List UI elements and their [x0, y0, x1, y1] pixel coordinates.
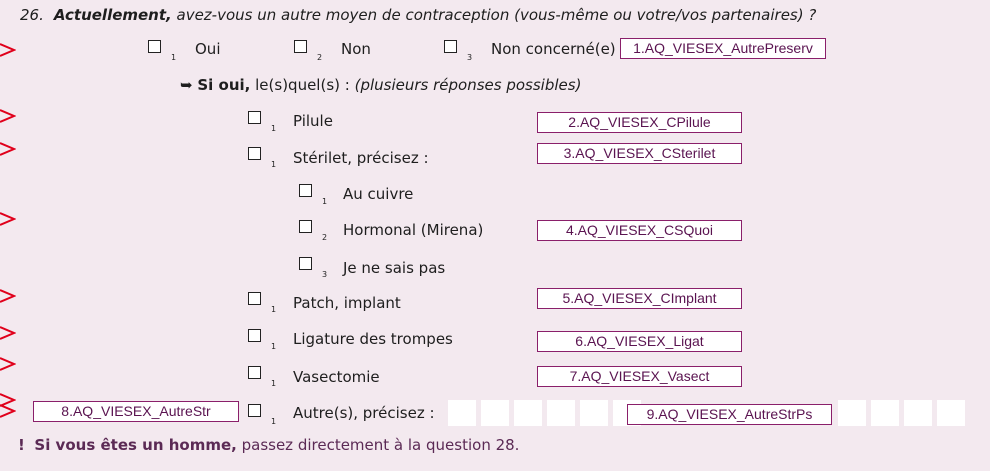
arrow-marker-icon [0, 288, 16, 304]
code-non-concerne: 3 [467, 53, 473, 62]
checkbox-pilule[interactable] [248, 111, 261, 124]
checkbox-nsp[interactable] [299, 257, 312, 270]
label-ligature: Ligature des trompes [293, 330, 453, 348]
code-ligature: 1 [271, 342, 277, 351]
label-hormonal: Hormonal (Mirena) [343, 221, 484, 239]
code-sterilet: 1 [271, 160, 277, 169]
text-cell[interactable] [871, 400, 899, 426]
variable-tag: 8.AQ_VIESEX_AutreStr [33, 401, 239, 422]
variable-tag: 9.AQ_VIESEX_AutreStrPs [627, 404, 832, 425]
text-cell[interactable] [547, 400, 575, 426]
code-autre: 1 [271, 417, 277, 426]
followup-text: le(s)quel(s) : [250, 76, 350, 94]
checkbox-non[interactable] [294, 40, 307, 53]
variable-tag: 7.AQ_VIESEX_Vasect [537, 366, 742, 387]
question-body: avez-vous un autre moyen de contraception (vous-même ou votre/vos partenaires) ? [171, 6, 817, 24]
arrow-marker-icon [0, 211, 16, 227]
arrow-marker-icon [0, 325, 16, 341]
footer-bold: Si vous êtes un homme, [34, 436, 237, 454]
text-cell[interactable] [514, 400, 542, 426]
variable-tag: 4.AQ_VIESEX_CSQuoi [537, 220, 742, 241]
text-cell[interactable] [904, 400, 932, 426]
label-sterilet: Stérilet, précisez : [293, 149, 429, 167]
variable-tag: 2.AQ_VIESEX_CPilule [537, 112, 742, 133]
followup-instruction [180, 76, 581, 94]
question-number: 26. [20, 6, 44, 24]
followup-italic: (plusieurs réponses possibles) [354, 76, 582, 94]
variable-tag: 3.AQ_VIESEX_CSterilet [537, 143, 742, 164]
variable-tag: 5.AQ_VIESEX_CImplant [537, 288, 742, 309]
checkbox-oui[interactable] [148, 40, 161, 53]
checkbox-sterilet[interactable] [248, 147, 261, 160]
label-vasectomie: Vasectomie [293, 368, 380, 386]
text-cell[interactable] [481, 400, 509, 426]
label-patch: Patch, implant [293, 294, 401, 312]
text-cell[interactable] [937, 400, 965, 426]
checkbox-non-concerne[interactable] [444, 40, 457, 53]
label-cuivre: Au cuivre [343, 185, 414, 203]
footer-instruction [18, 436, 519, 454]
label-non-concerne: Non concerné(e) [491, 40, 616, 58]
label-oui: Oui [195, 40, 221, 58]
code-oui: 1 [171, 53, 177, 62]
arrow-marker-icon [0, 141, 16, 157]
code-vasectomie: 1 [271, 379, 277, 388]
variable-tag: 6.AQ_VIESEX_Ligat [537, 331, 742, 352]
arrow-marker-icon [0, 42, 16, 58]
variable-tag: 1.AQ_VIESEX_AutrePreserv [620, 38, 826, 59]
checkbox-patch[interactable] [248, 292, 261, 305]
followup-arrow-icon: ➥ [180, 76, 193, 94]
checkbox-vasectomie[interactable] [248, 366, 261, 379]
arrow-marker-icon [0, 356, 16, 372]
text-cell[interactable] [580, 400, 608, 426]
checkbox-autre[interactable] [248, 404, 261, 417]
arrow-marker-icon [0, 108, 16, 124]
code-patch: 1 [271, 305, 277, 314]
checkbox-ligature[interactable] [248, 329, 261, 342]
footer-text: passez directement à la question 28. [236, 436, 520, 454]
checkbox-cuivre[interactable] [299, 184, 312, 197]
question-text [20, 6, 816, 24]
code-pilule: 1 [271, 124, 277, 133]
label-autre: Autre(s), précisez : [293, 404, 435, 422]
arrow-marker-icon [0, 403, 16, 419]
code-nsp: 3 [322, 270, 328, 279]
text-cell[interactable] [448, 400, 476, 426]
label-nsp: Je ne sais pas [343, 259, 446, 277]
followup-bold: Si oui, [197, 76, 251, 94]
label-non: Non [341, 40, 371, 58]
question-bold: Actuellement, [53, 6, 172, 24]
label-pilule: Pilule [293, 112, 333, 130]
checkbox-hormonal[interactable] [299, 220, 312, 233]
footer-mark: ! [18, 436, 25, 454]
code-hormonal: 2 [322, 233, 328, 242]
code-non: 2 [317, 53, 323, 62]
text-cell[interactable] [838, 400, 866, 426]
code-cuivre: 1 [322, 197, 328, 206]
